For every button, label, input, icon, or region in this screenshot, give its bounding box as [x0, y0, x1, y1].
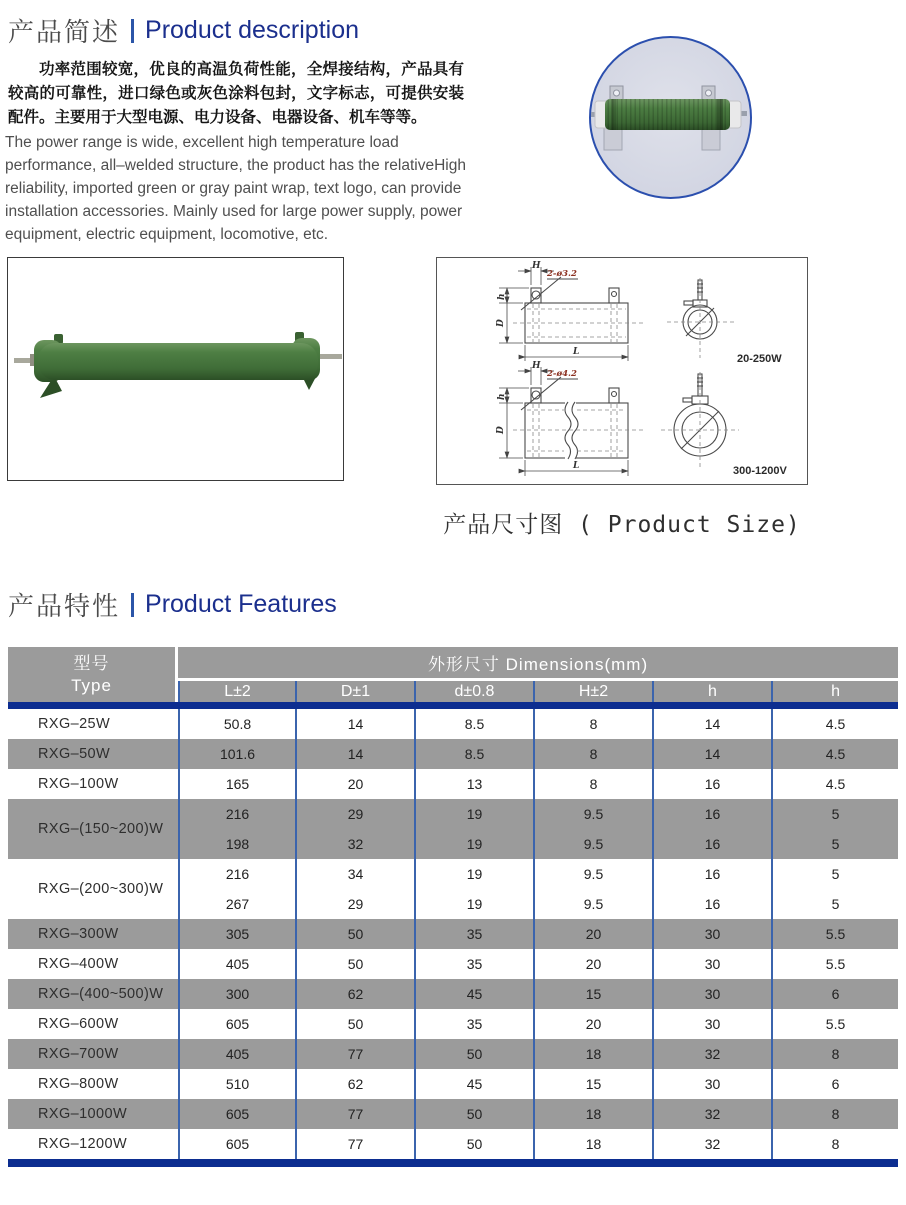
- dim-value-cell: 50.8: [178, 709, 295, 739]
- type-cell: RXG–800W: [8, 1069, 178, 1099]
- dim-value-cell: 19: [414, 799, 533, 829]
- dim-value-cell: 13: [414, 769, 533, 799]
- dimension-drawing: [437, 258, 807, 484]
- dim-L-top: L: [573, 347, 580, 357]
- hole-label-bottom: 2-ø4.2: [547, 369, 577, 379]
- description-paragraph-zh: 功率范围较宽，优良的高温负荷性能，全焊接结构，产品具有较高的可靠性，进口绿色或灰色涂料包封，文字标志，可提供安装配件。主要用于大型电源、电力设备、电器设备、机车等等。: [8, 61, 464, 126]
- type-header-zh: 型号: [73, 654, 110, 674]
- dim-value-cell: 32: [652, 1039, 771, 1069]
- dim-h-bottom: h: [497, 393, 507, 400]
- dim-D-top: D: [496, 319, 506, 327]
- table-row: [8, 799, 898, 829]
- table-row: [8, 1069, 898, 1099]
- dim-value-cell: 198: [178, 829, 295, 859]
- type-cell: RXG–700W: [8, 1039, 178, 1069]
- dim-value-cell: 16: [652, 889, 771, 919]
- dim-value-cell: 77: [295, 1039, 414, 1069]
- table-row: [8, 769, 898, 799]
- dim-value-cell: 5.5: [771, 1009, 898, 1039]
- dim-value-cell: 16: [652, 799, 771, 829]
- dim-value-cell: 20: [533, 1009, 652, 1039]
- col-header-h2: h: [771, 681, 898, 702]
- dim-value-cell: 45: [414, 1069, 533, 1099]
- dim-value-cell: 8: [533, 739, 652, 769]
- dimensions-table: [8, 647, 898, 1167]
- dim-value-cell: 6: [771, 1069, 898, 1099]
- title-separator-bar: [131, 593, 134, 617]
- dim-value-cell: 19: [414, 859, 533, 889]
- dim-value-cell: 45: [414, 979, 533, 1009]
- type-cell: RXG–1200W: [8, 1129, 178, 1159]
- dim-value-cell: 35: [414, 919, 533, 949]
- col-header-L: L±2: [178, 681, 295, 702]
- dim-value-cell: 605: [178, 1009, 295, 1039]
- dim-value-cell: 4.5: [771, 769, 898, 799]
- dim-H-bottom: H: [532, 361, 541, 371]
- type-cell: RXG–600W: [8, 1009, 178, 1039]
- dim-value-cell: 605: [178, 1129, 295, 1159]
- dim-value-cell: 18: [533, 1099, 652, 1129]
- dim-value-cell: 35: [414, 949, 533, 979]
- table-row: [8, 919, 898, 949]
- col-header-h1: h: [652, 681, 771, 702]
- dim-value-cell: 8.5: [414, 739, 533, 769]
- dim-value-cell: 30: [652, 979, 771, 1009]
- dim-value-cell: 19: [414, 829, 533, 859]
- type-header-en: Type: [71, 675, 112, 695]
- resistor-circle-photo: [589, 36, 752, 199]
- dim-value-cell: 8.5: [414, 709, 533, 739]
- table-row: [8, 979, 898, 1009]
- dim-D-bottom: D: [496, 426, 506, 434]
- dim-value-cell: 30: [652, 1069, 771, 1099]
- dim-value-cell: 77: [295, 1129, 414, 1159]
- dim-value-cell: 300: [178, 979, 295, 1009]
- dim-value-cell: 5: [771, 889, 898, 919]
- dim-value-cell: 50: [295, 949, 414, 979]
- power-range-bottom: 300-1200V: [733, 465, 787, 477]
- dim-value-cell: 216: [178, 859, 295, 889]
- type-cell: RXG–50W: [8, 739, 178, 769]
- dim-value-cell: 50: [414, 1039, 533, 1069]
- dim-value-cell: 5: [771, 829, 898, 859]
- dim-value-cell: 19: [414, 889, 533, 919]
- type-cell: RXG–(150~200)W: [8, 799, 178, 859]
- dim-value-cell: 4.5: [771, 739, 898, 769]
- dim-value-cell: 14: [652, 739, 771, 769]
- dim-value-cell: 305: [178, 919, 295, 949]
- section-title-en: Product Features: [145, 590, 337, 618]
- dim-value-cell: 34: [295, 859, 414, 889]
- dim-value-cell: 30: [652, 1009, 771, 1039]
- description-paragraph-en: The power range is wide, excellent high temperature load performance, all–welded structure, the product has the relativeHigh reliability, imported green or gray paint wrap, text logo, can provide installation accessories. Mainly used for large power supply, power equipment, electric equipment, locomotive, etc.: [5, 134, 466, 243]
- type-cell: RXG–1000W: [8, 1099, 178, 1129]
- dim-value-cell: 29: [295, 889, 414, 919]
- section-title-zh: 产品简述: [8, 17, 121, 47]
- dim-value-cell: 16: [652, 829, 771, 859]
- table-row: [8, 1099, 898, 1129]
- col-header-H: H±2: [533, 681, 652, 702]
- dim-value-cell: 9.5: [533, 799, 652, 829]
- table-row: [8, 709, 898, 739]
- type-cell: RXG–25W: [8, 709, 178, 739]
- dim-value-cell: 9.5: [533, 829, 652, 859]
- dim-value-cell: 9.5: [533, 859, 652, 889]
- section-title-zh: 产品特性: [8, 591, 121, 621]
- dim-value-cell: 5.5: [771, 949, 898, 979]
- dim-value-cell: 50: [414, 1099, 533, 1129]
- dim-value-cell: 101.6: [178, 739, 295, 769]
- dim-value-cell: 165: [178, 769, 295, 799]
- dim-value-cell: 16: [652, 769, 771, 799]
- dim-value-cell: 5: [771, 799, 898, 829]
- dim-value-cell: 15: [533, 1069, 652, 1099]
- section-title-en: Product description: [145, 16, 360, 44]
- type-cell: RXG–100W: [8, 769, 178, 799]
- dim-value-cell: 216: [178, 799, 295, 829]
- dim-value-cell: 9.5: [533, 889, 652, 919]
- dim-value-cell: 50: [295, 1009, 414, 1039]
- dim-value-cell: 77: [295, 1099, 414, 1129]
- dim-value-cell: 6: [771, 979, 898, 1009]
- dim-value-cell: 32: [652, 1099, 771, 1129]
- dim-value-cell: 20: [533, 949, 652, 979]
- dim-value-cell: 8: [533, 709, 652, 739]
- dim-value-cell: 50: [414, 1129, 533, 1159]
- resistor-photo: [8, 258, 343, 480]
- dim-value-cell: 18: [533, 1039, 652, 1069]
- dim-value-cell: 405: [178, 949, 295, 979]
- dim-value-cell: 29: [295, 799, 414, 829]
- dim-value-cell: 35: [414, 1009, 533, 1039]
- dim-value-cell: 32: [652, 1129, 771, 1159]
- dim-h-top: h: [497, 293, 507, 300]
- dimensions-header: 外形尺寸 Dimensions(mm): [178, 647, 898, 681]
- dim-value-cell: 8: [771, 1039, 898, 1069]
- footer-divider-bar: [8, 1159, 898, 1167]
- table-row: [8, 859, 898, 889]
- section-title-product-description: [8, 12, 359, 49]
- dim-value-cell: 8: [533, 769, 652, 799]
- section-title-product-features: [8, 586, 337, 623]
- col-header-D: D±1: [295, 681, 414, 702]
- dim-value-cell: 5.5: [771, 919, 898, 949]
- type-column-header: [8, 647, 178, 702]
- table-row: [8, 1009, 898, 1039]
- table-row: [8, 739, 898, 769]
- dim-value-cell: 62: [295, 1069, 414, 1099]
- table-body: [8, 709, 898, 1159]
- dim-value-cell: 8: [771, 1129, 898, 1159]
- col-header-d: d±0.8: [414, 681, 533, 702]
- dim-value-cell: 510: [178, 1069, 295, 1099]
- dim-value-cell: 405: [178, 1039, 295, 1069]
- dim-value-cell: 18: [533, 1129, 652, 1159]
- dim-value-cell: 20: [295, 769, 414, 799]
- dim-value-cell: 14: [295, 739, 414, 769]
- table-row: [8, 949, 898, 979]
- resistor-mounted-image: [591, 38, 750, 197]
- dim-value-cell: 267: [178, 889, 295, 919]
- table-row: [8, 1129, 898, 1159]
- dim-value-cell: 20: [533, 919, 652, 949]
- dimension-drawing-box: [436, 257, 808, 485]
- dim-value-cell: 30: [652, 949, 771, 979]
- dim-value-cell: 30: [652, 919, 771, 949]
- resistor-photo-box: [7, 257, 344, 481]
- dim-value-cell: 605: [178, 1099, 295, 1129]
- type-cell: RXG–(400~500)W: [8, 979, 178, 1009]
- type-cell: RXG–300W: [8, 919, 178, 949]
- dim-value-cell: 14: [295, 709, 414, 739]
- type-cell: RXG–(200~300)W: [8, 859, 178, 919]
- dim-value-cell: 15: [533, 979, 652, 1009]
- table-row: [8, 1039, 898, 1069]
- dim-value-cell: 16: [652, 859, 771, 889]
- dim-L-bottom: L: [573, 461, 580, 471]
- hole-label-top: 2-ø3.2: [547, 269, 577, 279]
- dim-H-top: H: [532, 261, 541, 271]
- product-size-caption: 产品尺寸图 ( Product Size): [443, 512, 801, 538]
- dim-value-cell: 50: [295, 919, 414, 949]
- dim-value-cell: 4.5: [771, 709, 898, 739]
- power-range-top: 20-250W: [737, 353, 782, 365]
- type-cell: RXG–400W: [8, 949, 178, 979]
- title-separator-bar: [131, 19, 134, 43]
- dim-value-cell: 14: [652, 709, 771, 739]
- dim-value-cell: 5: [771, 859, 898, 889]
- dim-value-cell: 8: [771, 1099, 898, 1129]
- header-divider-bar: [8, 702, 898, 709]
- dim-value-cell: 32: [295, 829, 414, 859]
- dim-value-cell: 62: [295, 979, 414, 1009]
